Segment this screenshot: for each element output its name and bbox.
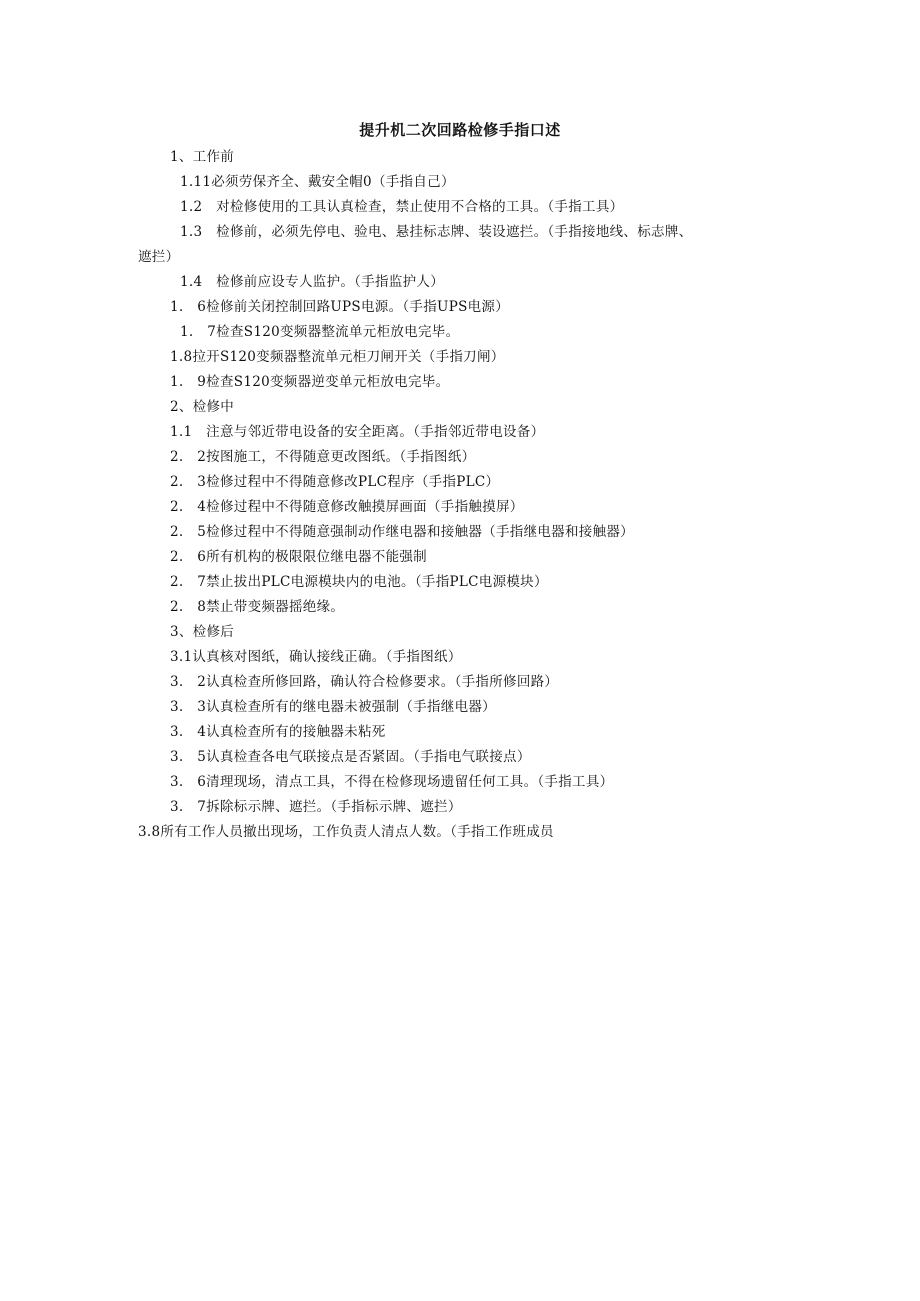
document-title: 提升机二次回路检修手指口述 — [359, 121, 561, 139]
document-body — [0, 145, 920, 845]
text-line: 1. 9检查S120变频器逆变单元柜放电完毕。 — [170, 374, 450, 390]
text-line: 2. 8禁止带变频器摇绝缘。 — [170, 599, 345, 615]
text-line: 3.1认真核对图纸，确认接线正确。（手指图纸） — [170, 649, 462, 665]
text-line: 3. 2认真检查所修回路，确认符合检修要求。（手指所修回路） — [170, 674, 559, 690]
text-line: 1.1 注意与邻近带电设备的安全距离。（手指邻近带电设备） — [170, 424, 545, 440]
section-heading-before-work: 1、工作前 — [170, 149, 235, 165]
text-line: 1.11必须劳保齐全、戴安全帽0（手指自己） — [180, 174, 455, 190]
text-line: 3. 7拆除标示牌、遮拦。（手指标示牌、遮拦） — [170, 799, 462, 815]
text-line-continuation: 遮拦） — [138, 249, 180, 265]
text-line: 1.8拉开S120变频器整流单元柜刀闸开关（手指刀闸） — [170, 349, 505, 365]
text-line: 3.8所有工作人员撤出现场，工作负责人清点人数。（手指工作班成员 — [138, 824, 554, 840]
text-line: 3. 6清理现场，清点工具，不得在检修现场遗留任何工具。（手指工具） — [170, 774, 614, 790]
text-line: 1.4 检修前应设专人监护。（手指监护人） — [180, 274, 445, 290]
text-line: 3. 3认真检查所有的继电器未被强制（手指继电器） — [170, 699, 496, 715]
text-line: 2. 4检修过程中不得随意修改触摸屏画面（手指触摸屏） — [170, 499, 524, 515]
text-line: 2. 2按图施工，不得随意更改图纸。（手指图纸） — [170, 449, 476, 465]
text-line: 3. 5认真检查各电气联接点是否紧固。（手指电气联接点） — [170, 749, 531, 765]
text-line: 1. 6检修前关闭控制回路UPS电源。（手指UPS电源） — [170, 299, 510, 315]
text-line: 2. 6所有机构的极限限位继电器不能强制 — [170, 549, 427, 565]
section-heading-during-work: 2、检修中 — [170, 399, 235, 415]
text-line: 2. 3检修过程中不得随意修改PLC程序（手指PLC） — [170, 474, 500, 490]
text-line: 1. 7检查S120变频器整流单元柜放电完毕。 — [180, 324, 460, 340]
text-line: 1.3 检修前，必须先停电、验电、悬挂标志牌、装设遮拦。（手指接地线、标志牌、 — [180, 224, 693, 240]
text-line: 2. 7禁止拔出PLC电源模块内的电池。（手指PLC电源模块） — [170, 574, 548, 590]
section-heading-after-work: 3、检修后 — [170, 624, 235, 640]
text-line: 1.2 对检修使用的工具认真检查，禁止使用不合格的工具。（手指工具） — [180, 199, 624, 215]
text-line: 2. 5检修过程中不得随意强制动作继电器和接触器（手指继电器和接触器） — [170, 524, 634, 540]
text-line: 3. 4认真检查所有的接触器未粘死 — [170, 724, 386, 740]
